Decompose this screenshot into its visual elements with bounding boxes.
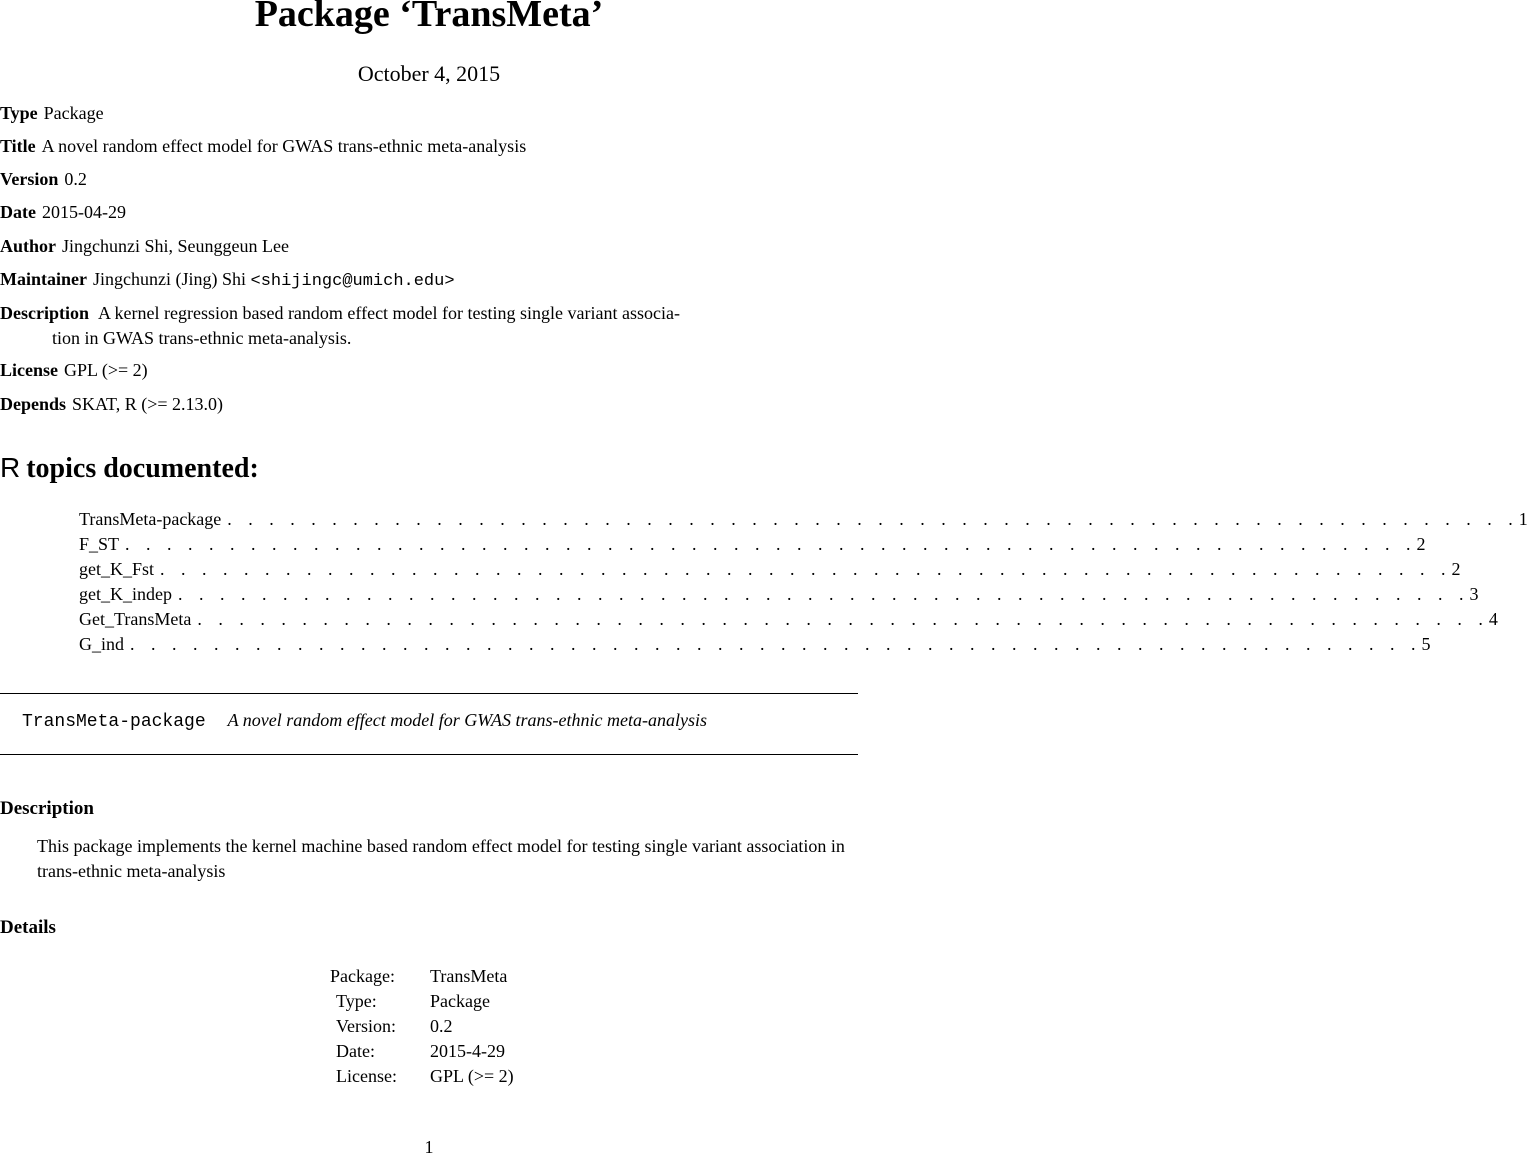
r-logo: R — [0, 452, 21, 483]
section-top-rule — [0, 693, 858, 694]
section-bottom-rule — [0, 754, 858, 755]
details-key: License: — [336, 1066, 397, 1086]
toc-row[interactable] — [79, 632, 1431, 657]
field-value: SKAT, R (>= 2.13.0) — [72, 394, 223, 414]
toc-item-name[interactable]: get_K_indep — [79, 584, 172, 604]
details-value: Package — [430, 991, 490, 1011]
table-row — [330, 989, 514, 1014]
toc-leader-dots: . . . . . . . . . . . . . . . . . . . . . . . . . . . . . . . . . . . . . . . . . . . . . . . . . . . . . . . . . . . . . . — [197, 609, 1489, 629]
toc-row[interactable] — [79, 507, 1528, 532]
field-depends — [0, 393, 223, 415]
details-value: 0.2 — [430, 1016, 453, 1036]
toc-leader-dots: . . . . . . . . . . . . . . . . . . . . . . . . . . . . . . . . . . . . . . . . . . . . . . . . . . . . . . . . . . . . . . — [227, 509, 1519, 529]
toc-item-name[interactable]: Get_TransMeta — [79, 609, 192, 629]
field-label: Description — [0, 303, 89, 323]
toc-page-number[interactable]: 2 — [1451, 559, 1461, 579]
toc-item-name[interactable]: get_K_Fst — [79, 559, 155, 579]
field-value: A novel random effect model for GWAS trans-ethnic meta-analysis — [41, 136, 527, 156]
field-type — [0, 102, 104, 124]
entry-title: A novel random effect model for GWAS trans-ethnic meta-analysis — [227, 710, 707, 730]
description-heading: Description — [0, 798, 94, 819]
details-key: Date: — [336, 1041, 375, 1061]
maintainer-email-link[interactable]: <shijingc@umich.edu> — [250, 272, 455, 291]
field-value: 2015-04-29 — [41, 202, 126, 222]
field-label: Maintainer — [0, 269, 87, 289]
toc-page-number[interactable]: 2 — [1416, 534, 1426, 554]
field-label: License — [0, 360, 58, 380]
table-row — [330, 1014, 514, 1039]
field-label: Version — [0, 169, 59, 189]
details-heading: Details — [0, 917, 56, 938]
page-title: Package ‘TransMeta’ — [254, 0, 604, 35]
topics-heading-text: topics documented: — [26, 453, 259, 484]
toc-row[interactable] — [79, 582, 1479, 607]
field-license — [0, 359, 148, 381]
table-row — [330, 1064, 514, 1089]
entry-name: TransMeta-package — [22, 712, 206, 732]
description-text: This package implements the kernel machine based random effect model for testing single variant association in trans-ethnic meta-analysis — [37, 836, 845, 881]
toc-page-number[interactable]: 1 — [1518, 509, 1528, 529]
field-value: Jingchunzi (Jing) Shi — [93, 269, 246, 289]
field-date — [0, 201, 126, 223]
field-version — [0, 168, 87, 190]
toc-leader-dots: . . . . . . . . . . . . . . . . . . . . . . . . . . . . . . . . . . . . . . . . . . . . . . . . . . . . . . . . . . . . . . — [177, 584, 1470, 604]
entry-header — [22, 710, 707, 732]
document-date: October 4, 2015 — [357, 61, 501, 86]
toc-row[interactable] — [79, 532, 1426, 557]
table-row — [330, 1039, 514, 1064]
topics-heading — [0, 452, 259, 485]
field-maintainer — [0, 268, 455, 293]
toc-row[interactable] — [79, 557, 1461, 582]
details-key: Package: — [330, 966, 395, 986]
toc-leader-dots: . . . . . . . . . . . . . . . . . . . . . . . . . . . . . . . . . . . . . . . . . . . . . . . . . . . . . . . . . . . . . . — [125, 534, 1417, 554]
field-label: Type — [0, 103, 38, 123]
toc-row[interactable] — [79, 607, 1498, 632]
toc-item-name[interactable]: TransMeta-package — [79, 509, 222, 529]
table-of-contents — [79, 507, 1528, 657]
field-label: Title — [0, 136, 36, 156]
field-value: Jingchunzi Shi, Seunggeun Lee — [62, 236, 289, 256]
field-value-line2: tion in GWAS trans-ethnic meta-analysis. — [52, 328, 352, 348]
details-table — [330, 964, 514, 1089]
field-value-line1: A kernel regression based random effect model for testing single variant associa- — [98, 303, 680, 323]
toc-item-name[interactable]: G_ind — [79, 634, 124, 654]
field-label: Author — [0, 236, 57, 256]
field-label: Date — [0, 202, 36, 222]
field-title — [0, 135, 526, 157]
toc-item-name[interactable]: F_ST — [79, 534, 120, 554]
field-value: GPL (>= 2) — [64, 360, 148, 380]
details-value: GPL (>= 2) — [430, 1066, 514, 1086]
details-key: Version: — [336, 1016, 396, 1036]
toc-leader-dots: . . . . . . . . . . . . . . . . . . . . . . . . . . . . . . . . . . . . . . . . . . . . . . . . . . . . . . . . . . . . . . — [130, 634, 1422, 654]
details-value: 2015-4-29 — [430, 1041, 505, 1061]
field-value: Package — [43, 103, 104, 123]
toc-page-number[interactable]: 5 — [1421, 634, 1431, 654]
field-label: Depends — [0, 394, 67, 414]
details-value: TransMeta — [430, 966, 508, 986]
details-key: Type: — [336, 991, 377, 1011]
toc-page-number[interactable]: 4 — [1488, 609, 1498, 629]
table-row — [330, 964, 514, 989]
field-description — [0, 301, 820, 351]
toc-page-number[interactable]: 3 — [1469, 584, 1479, 604]
field-author — [0, 235, 289, 257]
toc-leader-dots: . . . . . . . . . . . . . . . . . . . . . . . . . . . . . . . . . . . . . . . . . . . . . . . . . . . . . . . . . . . . . . — [160, 559, 1452, 579]
field-value: 0.2 — [64, 169, 87, 189]
page-number: 1 — [424, 1137, 434, 1157]
